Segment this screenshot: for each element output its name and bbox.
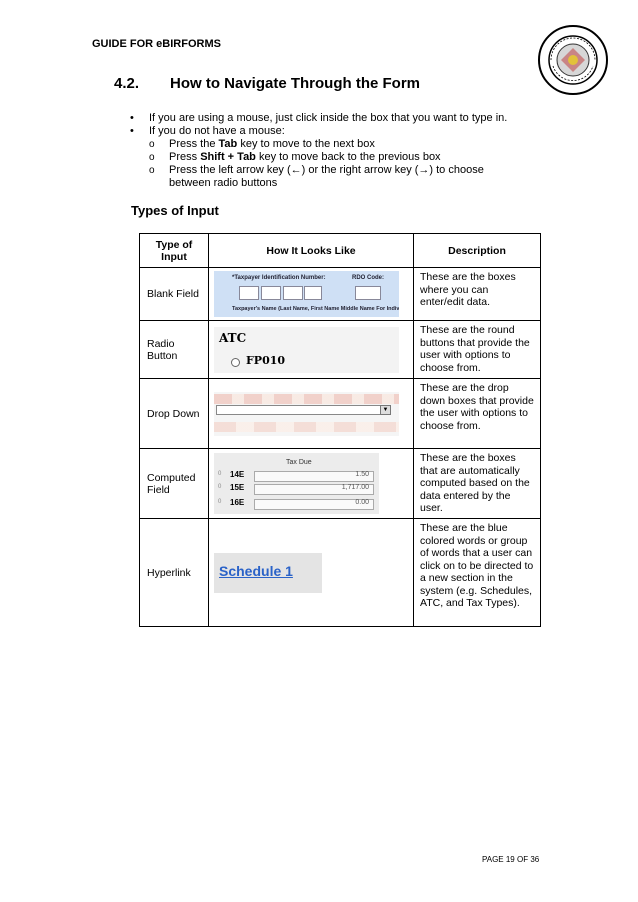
tin-box[interactable] xyxy=(283,286,303,300)
row-type: Blank Field xyxy=(140,268,209,321)
row-type: Radio Button xyxy=(140,321,209,379)
table-row xyxy=(140,268,541,321)
sub-bullet-item: o Press the left arrow key (←) or the right arrow key (→) to choose between radio buttons xyxy=(149,164,484,189)
rdo-label: RDO Code: xyxy=(352,275,384,281)
blank-field-screenshot xyxy=(214,271,399,317)
table-header-cell: Type of Input xyxy=(140,234,209,268)
schedule-link[interactable]: Schedule 1 xyxy=(219,562,293,579)
table-row xyxy=(140,379,541,449)
section-title: How to Navigate Through the Form xyxy=(170,75,420,92)
table-row xyxy=(140,321,541,379)
sub-bullet-item: o Press Shift + Tab key to move back to the previous box xyxy=(149,151,441,163)
row-description: These are the boxes where you can enter/edit data. xyxy=(414,268,541,321)
hyperlink-screenshot xyxy=(214,553,322,593)
row-description: These are the round buttons that provide the user with options to choose from. xyxy=(414,321,541,379)
taxpayer-name-label: Taxpayer's Name (Last Name, First Name Middle Name For Indiv xyxy=(232,306,399,312)
tax-due-label: Tax Due xyxy=(286,459,312,466)
tin-box[interactable] xyxy=(304,286,322,300)
section-number: 4.2. xyxy=(114,75,140,92)
row-description: These are the blue colored words or group of words that a user can click on to be directed to a new section in the system (e.g. Schedules, ATC, and Tax Types). xyxy=(414,519,541,627)
header-title: GUIDE FOR eBIRFORMS xyxy=(92,38,221,50)
computed-row: 0 14E 1.50 xyxy=(214,470,379,482)
row-description: These are the boxes that are automatically computed based on the data entered by the user. xyxy=(414,449,541,519)
row-sample xyxy=(209,449,414,519)
table-header-cell: Description xyxy=(414,234,541,268)
bir-seal-icon xyxy=(537,24,609,96)
table-row xyxy=(140,519,541,627)
table-row xyxy=(140,449,541,519)
row-sample xyxy=(209,268,414,321)
tin-label: *Taxpayer Identification Number: xyxy=(232,275,326,281)
row-type: Drop Down xyxy=(140,379,209,449)
decorative-stripe xyxy=(214,422,399,432)
decorative-stripe xyxy=(214,394,399,404)
sub-bullet-item: o Press the Tab key to move to the next box xyxy=(149,138,375,150)
row-sample xyxy=(209,379,414,449)
input-types-table xyxy=(139,233,541,627)
types-heading: Types of Input xyxy=(131,203,219,218)
chevron-down-icon[interactable]: ▼ xyxy=(380,405,391,415)
tin-box[interactable] xyxy=(239,286,259,300)
drop-down-screenshot xyxy=(214,392,399,436)
tin-box[interactable] xyxy=(261,286,281,300)
row-type: Computed Field xyxy=(140,449,209,519)
radio-button-screenshot xyxy=(214,327,399,373)
radio-button[interactable] xyxy=(231,358,240,367)
row-type: Hyperlink xyxy=(140,519,209,627)
rdo-box[interactable] xyxy=(355,286,381,300)
row-description: These are the drop down boxes that provide the user with options to choose from. xyxy=(414,379,541,449)
row-sample xyxy=(209,321,414,379)
radio-option-label: FP010 xyxy=(246,353,286,367)
table-header-cell: How It Looks Like xyxy=(209,234,414,268)
computed-row: 0 15E 1,717.00 xyxy=(214,483,379,495)
navigation-instructions xyxy=(130,112,507,190)
drop-down-box[interactable] xyxy=(216,405,390,415)
section-heading xyxy=(114,75,420,92)
page-number: PAGE 19 OF 36 xyxy=(482,855,540,864)
computed-field-screenshot xyxy=(214,453,379,514)
atc-label: ATC xyxy=(219,330,247,345)
row-sample xyxy=(209,519,414,627)
bullet-item: • If you do not have a mouse: xyxy=(130,125,285,137)
bullet-item: • If you are using a mouse, just click inside the box that you want to type in. xyxy=(130,112,508,124)
table-header-row xyxy=(140,234,541,268)
computed-row: 0 16E 0.00 xyxy=(214,498,379,510)
